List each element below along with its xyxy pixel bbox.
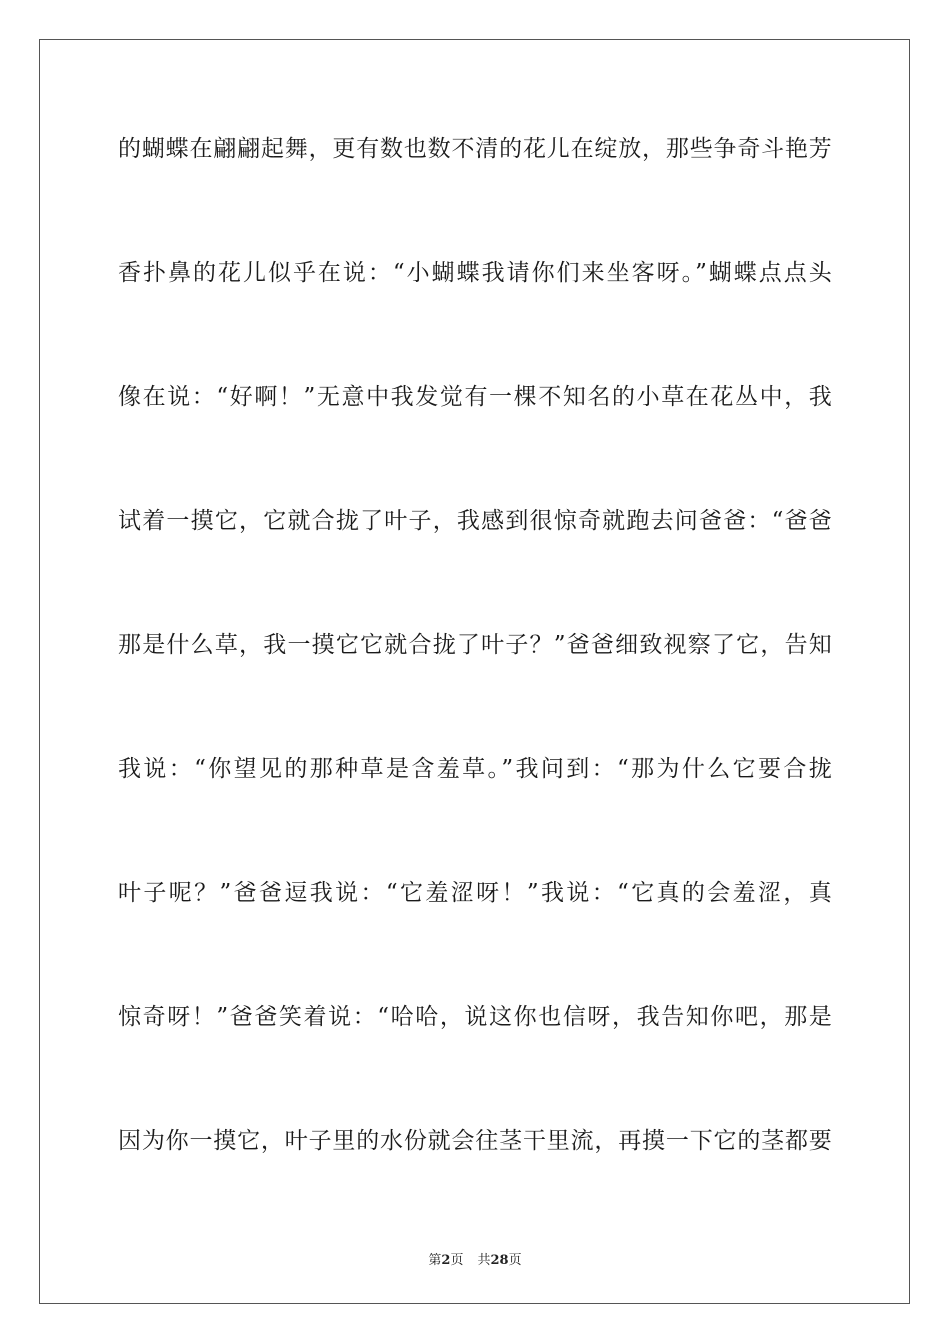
- text-line-7: 叶子呢？”爸爸逗我说：“它羞涩呀！”我说：“它真的会羞涩，真: [118, 880, 832, 906]
- document-body: [118, 128, 832, 1244]
- total-pages-indicator: [477, 1253, 521, 1268]
- text-line-9: 因为你一摸它，叶子里的水份就会往茎干里流，再摸一下它的茎都要: [118, 1128, 832, 1154]
- page-indicator: [428, 1253, 463, 1268]
- total-pages: 28: [490, 1253, 509, 1268]
- text-line-6: 我说：“你望见的那种草是含羞草。”我问到：“那为什么它要合拢: [118, 756, 832, 782]
- page-footer: [0, 1249, 950, 1268]
- text-line-2: 香扑鼻的花儿似乎在说：“小蝴蝶我请你们来坐客呀。”蝴蝶点点头: [118, 260, 832, 286]
- total-suffix: 页: [508, 1253, 522, 1268]
- page-suffix: 页: [450, 1253, 464, 1268]
- text-line-1: 的蝴蝶在翩翩起舞，更有数也数不清的花儿在绽放，那些争奇斗艳芳: [118, 136, 832, 162]
- text-line-3: 像在说：“好啊！”无意中我发觉有一棵不知名的小草在花丛中，我: [118, 384, 832, 410]
- page-prefix: 第: [428, 1253, 442, 1268]
- page-number: 2: [441, 1253, 451, 1268]
- text-line-8: 惊奇呀！”爸爸笑着说：“哈哈，说这你也信呀，我告知你吧，那是: [118, 1004, 832, 1030]
- text-line-5: 那是什么草，我一摸它它就合拢了叶子？”爸爸细致视察了它，告知: [118, 632, 832, 658]
- text-line-4: 试着一摸它，它就合拢了叶子，我感到很惊奇就跑去问爸爸：“爸爸: [118, 508, 832, 534]
- total-prefix: 共: [477, 1253, 491, 1268]
